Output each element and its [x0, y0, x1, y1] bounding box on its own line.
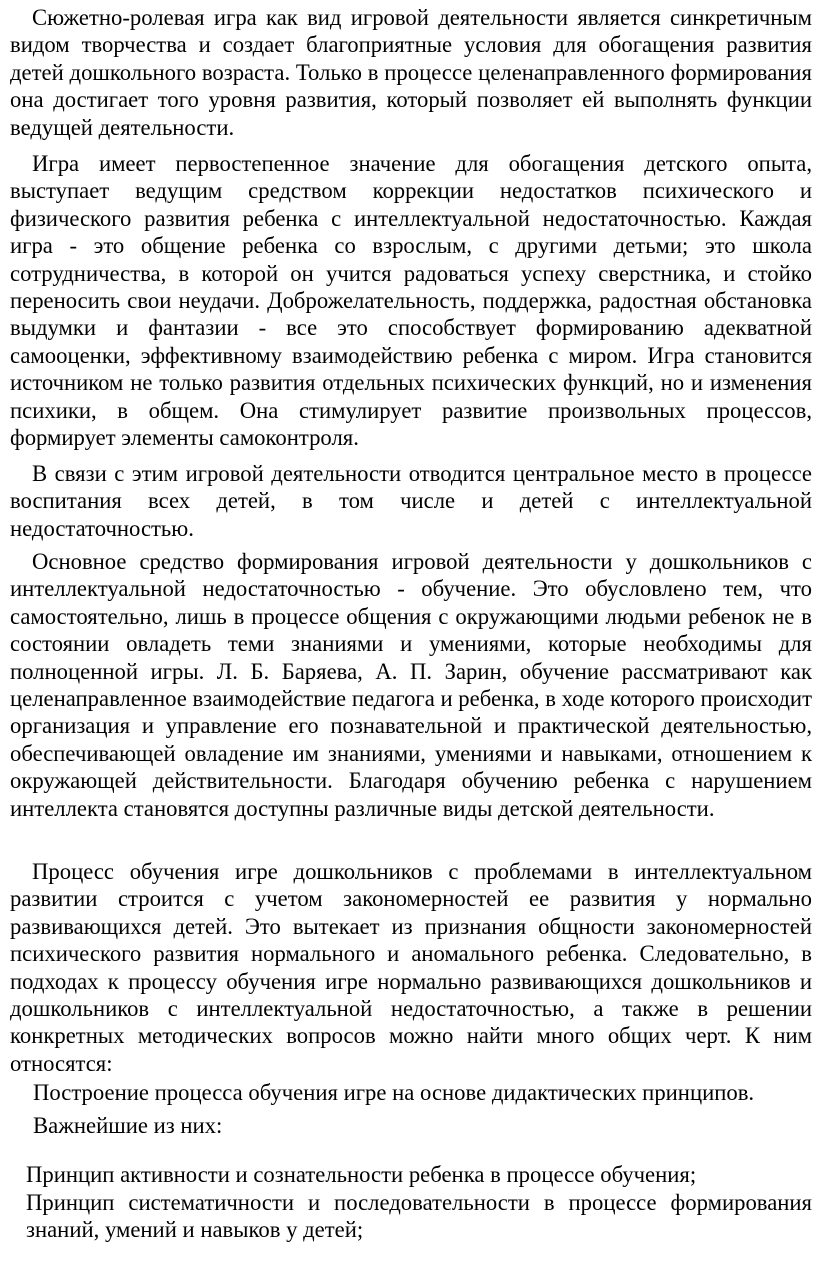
principle-activity: Принцип активности и сознательности ребенка в процессе обучения;: [26, 1162, 697, 1187]
paragraph-teaching-means: Основное средство формирования игровой деятельности у дошкольников с интеллектуальной недостаточностью - обучение. Это обусловлено тем, что самостоятельно, лишь в процессе общения с окружающими людьми ребенок не в состоянии овладеть теми знаниями и умениями, которые необходимы для полноценной игры. Л. Б. Баряева, А. П. Зарин, обучение рассматривают как целенаправленное взаимодействие педагога и ребенка, в ходе которого происходит организация и управление его познавательной и практической деятельностью, обеспечивающей овладение им знаниями, умениями и навыками, отношением к окружающей действительности. Благодаря обучению ребенка с нарушением интеллекта становятся доступны различные виды детской деятельности.: [10, 549, 812, 821]
principle-systematic: Принцип систематичности и последовательности в процессе формирования знаний, умений и навыков у детей;: [26, 1190, 812, 1243]
lead-line-didactic: Построение процесса обучения игре на основе дидактических принципов.: [33, 1080, 755, 1105]
paragraph-role-play: Сюжетно-ролевая игра как вид игровой деятельности является синкретичным видом творчества и создает благоприятные условия для обогащения развития детей дошкольного возраста. Только в процессе целенаправленного формирования она достигает того уровня развития, который позволяет ей выполнять функции ведущей деятельности.: [10, 5, 812, 140]
paragraph-learning-process: Процесс обучения игре дошкольников с проблемами в интеллектуальном развитии строится с учетом закономерностей ее развития у нормально развивающихся детей. Это вытекает из признания общности закономерностей психического развития нормального и аномального ребенка. Следовательно, в подходах к процессу обучения игре нормально развивающихся дошкольников и дошкольников с интеллектуальной недостаточностью, а также в решении конкретных методических вопросов можно найти много общих черт. К ним относятся:: [10, 859, 812, 1076]
paragraph-central-place: В связи с этим игровой деятельности отводится центральное место в процессе воспитания всех детей, в том числе и детей с интеллектуальной недостаточностью.: [10, 461, 812, 541]
paragraph-game-importance: Игра имеет первостепенное значение для обогащения детского опыта, выступает ведущим средством коррекции недостатков психического и физического развития ребенка с интеллектуальной недостаточностью. Каждая игра - это общение ребенка со взрослым, с другими детьми; это школа сотрудничества, в которой он учится радоваться успеху сверстника, и стойко переносить свои неудачи. Доброжелательность, поддержка, радостная обстановка выдумки и фантазии - все это способствует формированию адекватной самооценки, эффективному взаимодействию ребенка с миром. Игра становится источником не только развития отдельных психических функций, но и изменения психики, в общем. Она стимулирует развитие произвольных процессов, формирует элементы самоконтроля.: [10, 151, 812, 451]
lead-line-most-important: Важнейшие из них:: [33, 1113, 223, 1138]
